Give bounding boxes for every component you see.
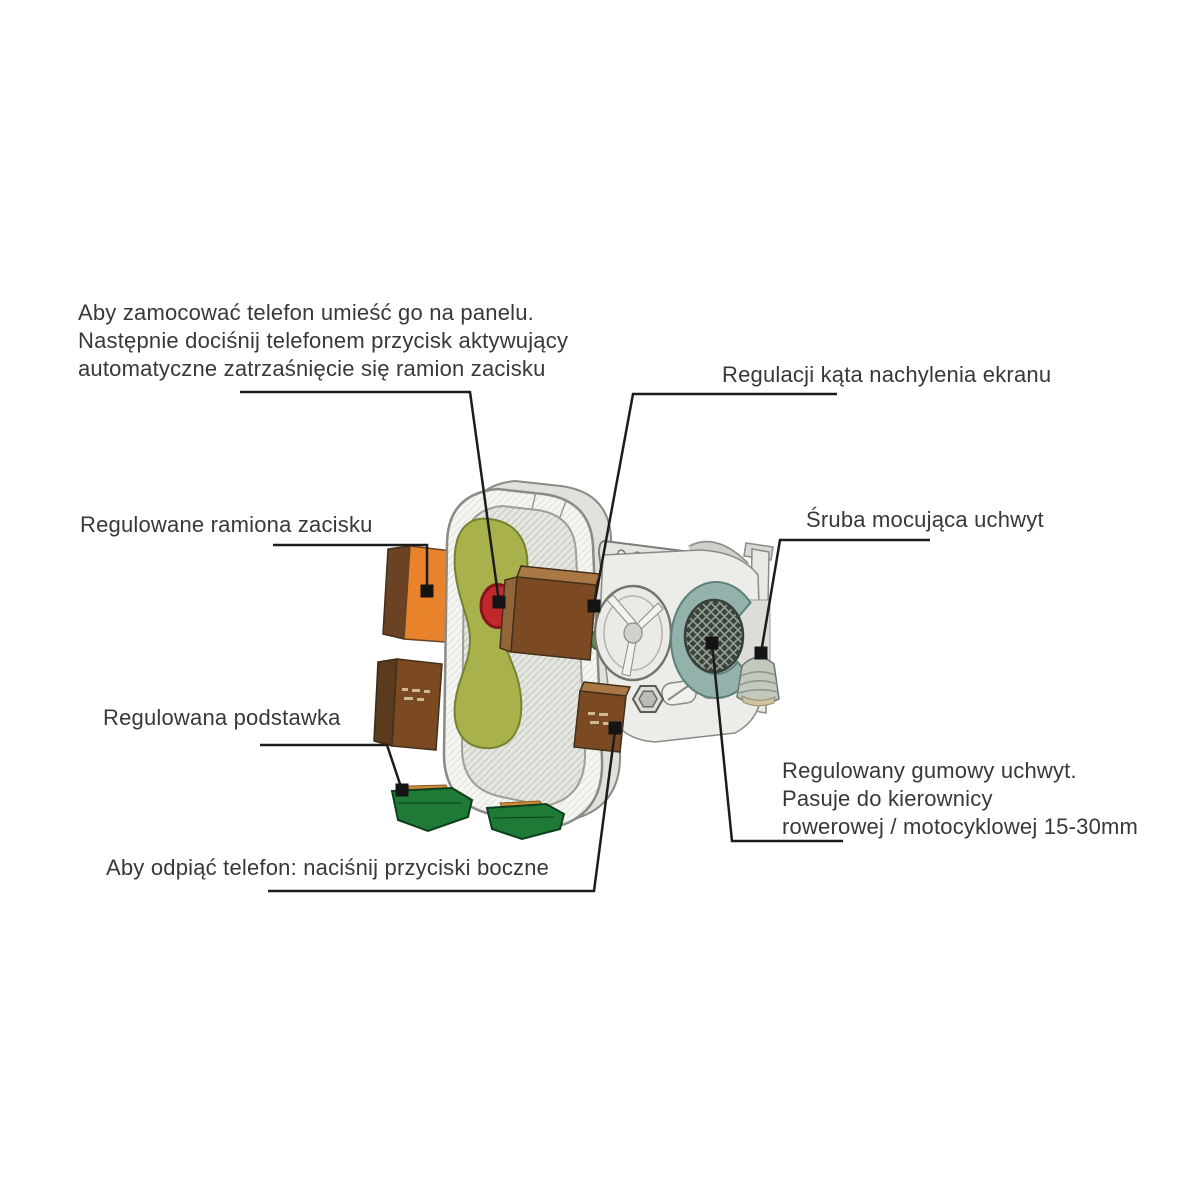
label-stand: Regulowana podstawka — [103, 705, 341, 730]
stand-foot-right — [487, 801, 564, 839]
label-attach-instructions — [78, 299, 568, 383]
marker-orange-arm — [421, 585, 434, 598]
label-line: Regulowany gumowy uchwyt. — [782, 758, 1077, 783]
label-line: Aby zamocować telefon umieść go na panelu. — [78, 300, 534, 325]
label-line: Następnie dociśnij telefonem przycisk aktywujący — [78, 328, 569, 353]
label-release-instructions: Aby odpiąć telefon: naciśnij przyciski boczne — [106, 855, 550, 880]
clamp-arm-left-lower — [374, 659, 442, 750]
tilt-disc — [595, 586, 671, 680]
label-line: automatyczne zatrzaśnięcie się ramion zacisku — [78, 356, 546, 381]
marker-tilt-arm — [588, 600, 601, 613]
label-line: Pasuje do kierownicy — [782, 786, 993, 811]
label-mount-screw: Śruba mocująca uchwyt — [806, 507, 1044, 532]
marker-screw — [755, 647, 768, 660]
clamp-arm-left-orange — [383, 546, 452, 642]
hex-bolt — [633, 686, 663, 712]
marker-lock-button — [493, 596, 506, 609]
label-line: rowerowej / motocyklowej 15-30mm — [782, 814, 1139, 839]
label-rubber-grip — [782, 757, 1138, 841]
marker-stand-foot — [396, 784, 409, 797]
callout-line-stand — [260, 745, 402, 790]
marker-mesh — [706, 637, 719, 650]
label-tilt-adjust: Regulacji kąta nachylenia ekranu — [722, 362, 1052, 387]
clamp-arm-right-upper — [500, 566, 600, 660]
clamp-arm-right-lower — [574, 682, 630, 752]
mount-screw-knob — [737, 657, 779, 705]
marker-release-arm — [609, 722, 622, 735]
callout-line-screw — [761, 540, 930, 653]
label-clamp-arms: Regulowane ramiona zacisku — [80, 512, 373, 537]
